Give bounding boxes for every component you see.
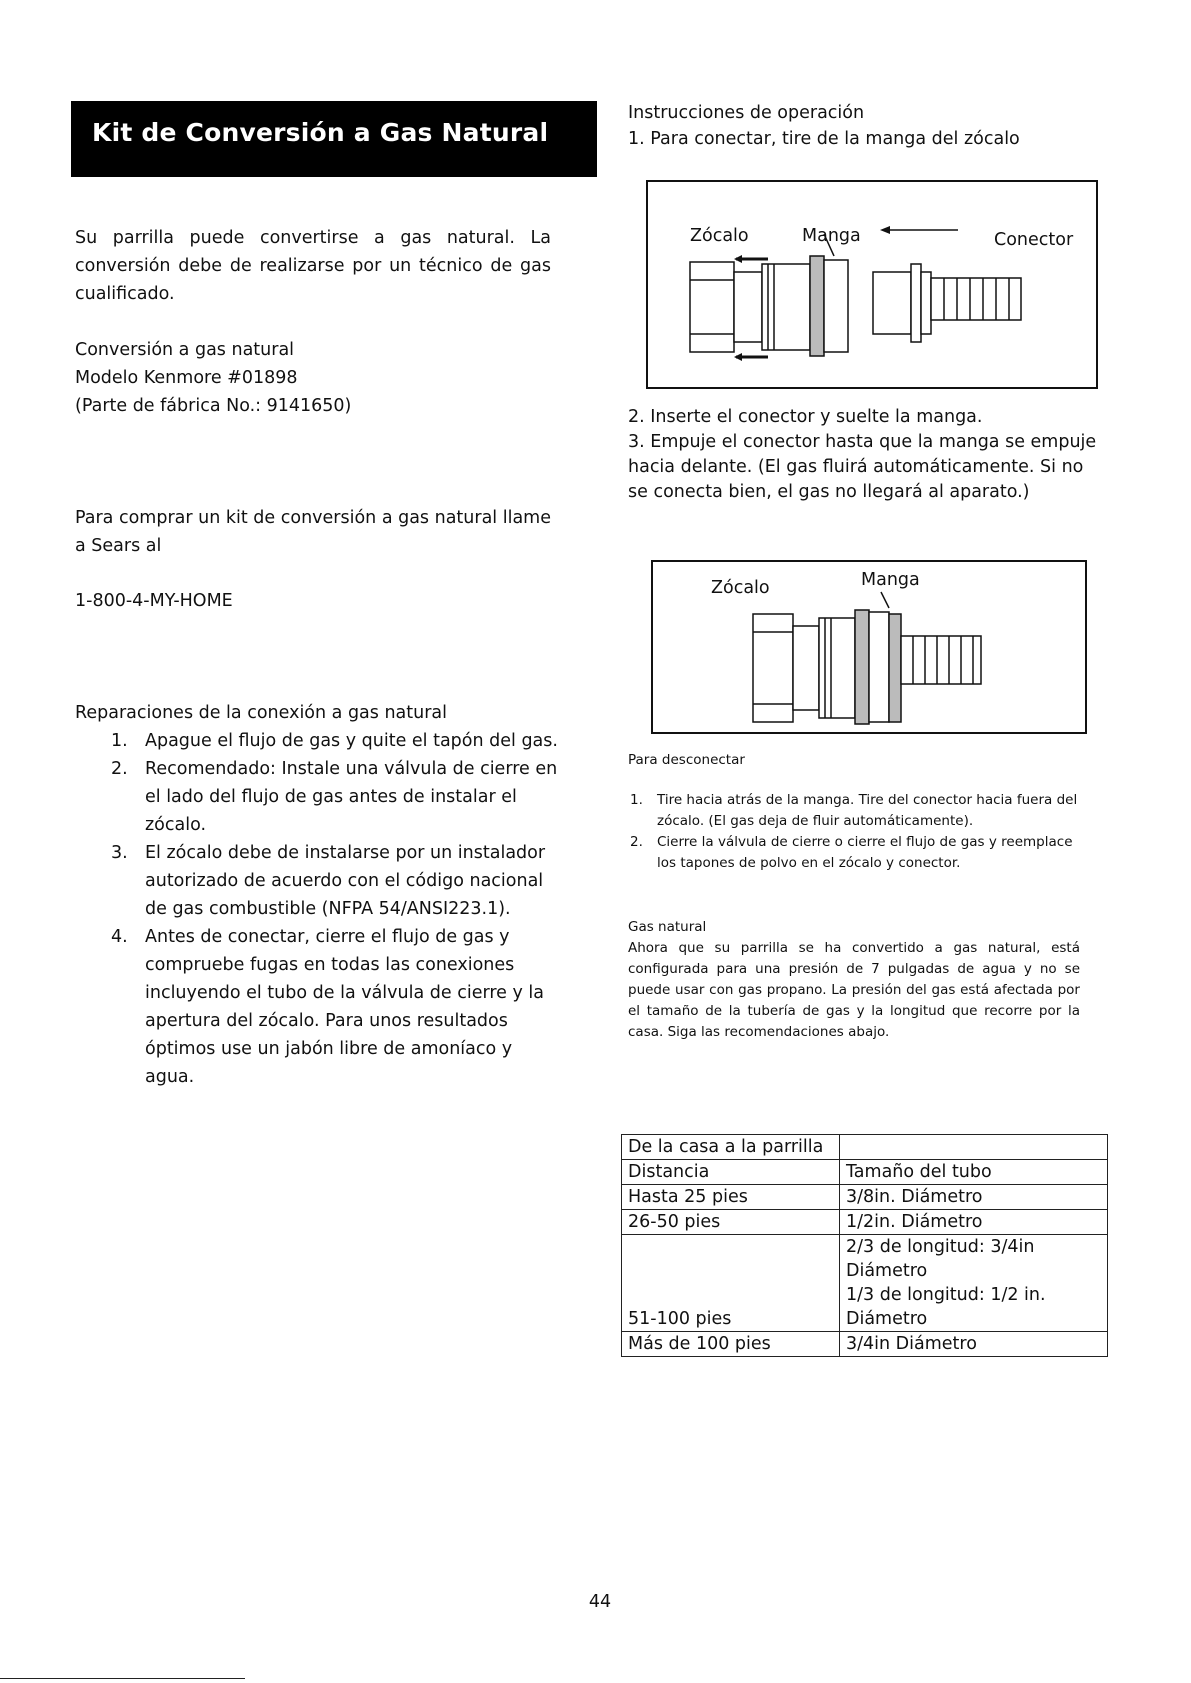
list-item: 2. Cierre la válvula de cierre o cierre el flujo de gas y reemplace los tapones de polvo en el zócalo y conector. [630, 834, 1073, 871]
table-row [622, 1235, 1108, 1332]
table-cell-distance: 26-50 pies [622, 1210, 840, 1235]
operation-step-1: 1. Para conectar, tire de la manga del zócalo [628, 129, 1020, 149]
figure-connect-diagram [646, 180, 1098, 389]
disconnect-steps [628, 790, 1088, 874]
column-header-size: Tamaño del tubo [840, 1160, 1108, 1185]
natural-gas-paragraph: Ahora que su parrilla se ha convertido a gas natural, está configurada para una presión de 7 pulgadas de agua y no se puede usar con gas propano. La presión del gas está afectada por el tamaño de la tubería de gas y la longitud que recorre por la casa. Siga las recomendaciones abajo. [628, 940, 1080, 1040]
operation-heading: Instrucciones de operación [628, 103, 865, 123]
list-item: 3. El zócalo debe de instalarse por un instalador autorizado de acuerdo con el código nacional de gas combustible (NFPA 54/ANSI223.1). [111, 843, 546, 919]
figure-connected-diagram [651, 560, 1087, 734]
table-cell-distance: Hasta 25 pies [622, 1185, 840, 1210]
table-cell-distance: Más de 100 pies [622, 1332, 840, 1357]
repairs-heading: Reparaciones de la conexión a gas natural [75, 703, 448, 723]
page-title-banner [71, 101, 597, 177]
part-number: (Parte de fábrica No.: 9141650) [75, 396, 352, 416]
table-row [622, 1185, 1108, 1210]
figure1-connector-label: Conector [994, 230, 1074, 250]
table-cell-distance: 51-100 pies [622, 1235, 840, 1332]
column-header-distance: Distancia [622, 1160, 840, 1185]
figure1-sleeve-label: Manga [802, 226, 861, 246]
pipe-size-table [621, 1134, 1108, 1357]
purchase-paragraph: Para comprar un kit de conversión a gas natural llame a Sears al [75, 508, 551, 556]
page-title: Kit de Conversión a Gas Natural [92, 118, 549, 147]
intro-paragraph: Su parrilla puede convertirse a gas natural. La conversión debe de realizarse por un técnico de gas cualificado. [75, 228, 551, 304]
list-item: 2. Recomendado: Instale una válvula de cierre en el lado del flujo de gas antes de instalar el zócalo. [111, 759, 558, 835]
operation-instructions [628, 100, 1108, 152]
figure2-socket-label: Zócalo [711, 578, 770, 598]
operation-step-3: 3. Empuje el conector hasta que la manga se empuje hacia delante. (El gas fluirá automáticamente. Si no se conecta bien, el gas no llegará al aparato.) [628, 432, 1097, 502]
disconnect-heading: Para desconectar [628, 752, 745, 768]
list-item: 1. Tire hacia atrás de la manga. Tire del conector hacia fuera del zócalo. (El gas deja de fluir automáticamente). [630, 792, 1078, 829]
figure1-socket-label: Zócalo [690, 226, 749, 246]
footer-divider [0, 1678, 245, 1679]
table-cell-size: 3/4in Diámetro [840, 1332, 1108, 1357]
table-row [622, 1332, 1108, 1357]
page-number: 44 [588, 1592, 612, 1612]
table-cell-size: 2/3 de longitud: 3/4in Diámetro 1/3 de longitud: 1/2 in. Diámetro [840, 1235, 1108, 1332]
figure2-sleeve-label: Manga [861, 570, 920, 590]
operation-steps-2-3 [628, 405, 1098, 505]
repairs-steps [75, 727, 565, 1091]
table-header-row [622, 1135, 1108, 1160]
table-header: De la casa a la parrilla [622, 1135, 840, 1160]
phone-number: 1-800-4-MY-HOME [75, 591, 233, 611]
table-row [622, 1160, 1108, 1185]
operation-step-2: 2. Inserte el conector y suelte la manga. [628, 407, 983, 427]
table-cell-size: 3/8in. Diámetro [840, 1185, 1108, 1210]
natural-gas-heading: Gas natural [628, 919, 707, 935]
table-cell-size: 1/2in. Diámetro [840, 1210, 1108, 1235]
conversion-info [75, 336, 551, 420]
conversion-title: Conversión a gas natural [75, 340, 295, 360]
list-item: 1. Apague el flujo de gas y quite el tapón del gas. [111, 731, 558, 751]
list-item: 4. Antes de conectar, cierre el flujo de gas y compruebe fugas en todas las conexiones incluyendo el tubo de la válvula de cierre y la apertura del zócalo. Para unos resultados óptimos use un jabón libre de amoníaco y agua. [111, 927, 544, 1087]
connector-drawing [648, 182, 1096, 387]
model-number: Modelo Kenmore #01898 [75, 368, 298, 388]
table-header-empty [840, 1135, 1108, 1160]
table-row [622, 1210, 1108, 1235]
